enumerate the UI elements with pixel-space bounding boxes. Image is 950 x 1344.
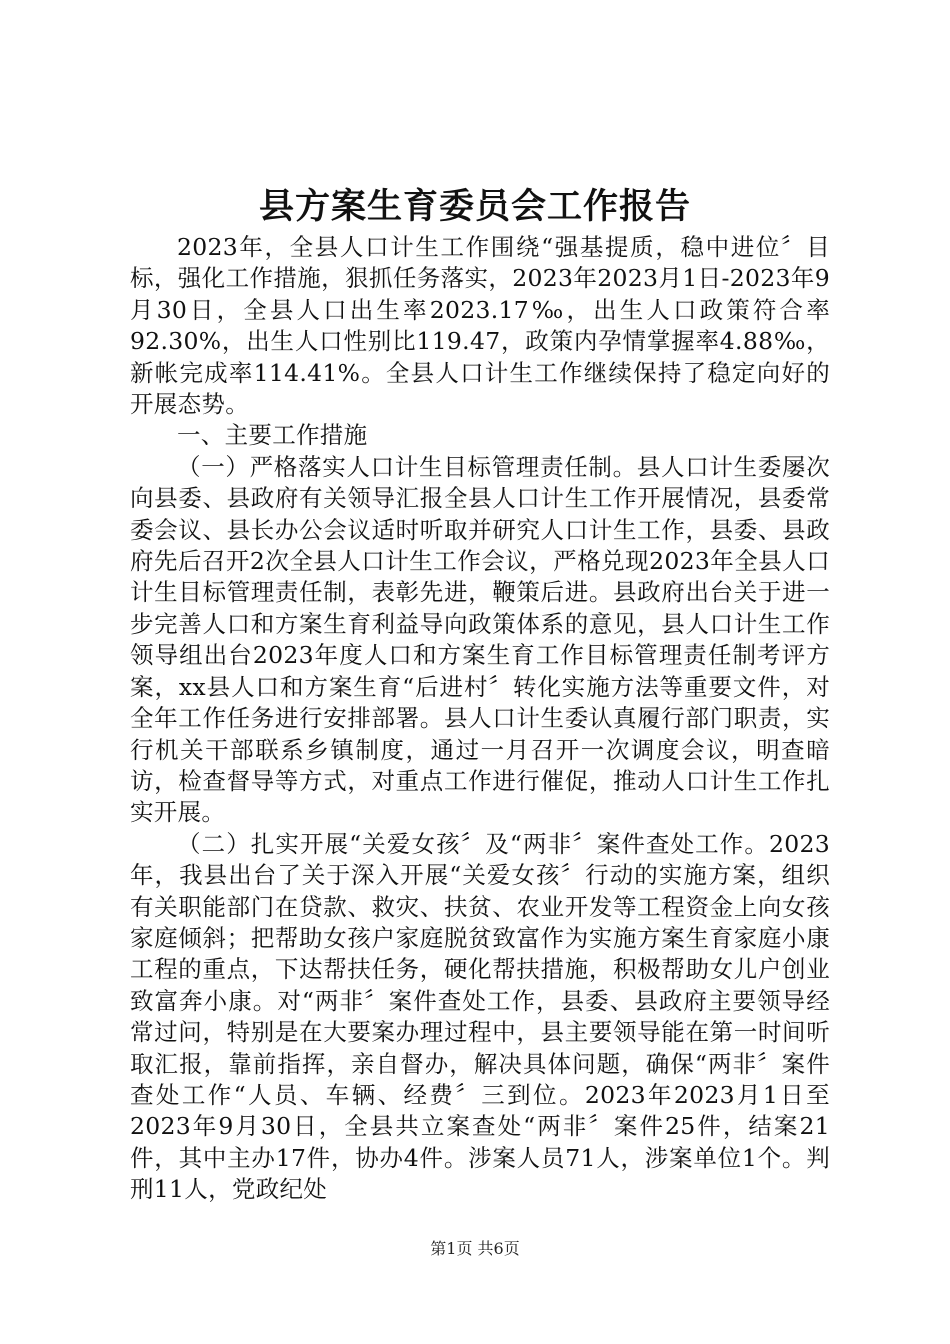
paragraph-measure-one: （一）严格落实人口计生目标管理责任制。县人口计生委屡次向县委、县政府有关领导汇报全县人口计生工作开展情况，县委常委会议、县长办公会议适时听取并研究人口计生工作，县委、县政府先后召开2次全县人口计生工作会议，严格兑现2023年全县人口计生目标管理责任制，表彰先进，鞭策后进。县政府出台关于进一步完善人口和方案生育利益导向政策体系的意见，县人口计生工作领导组出台2023年度人口和方案生育工作目标管理责任制考评方案，xx县人口和方案生育“后进村〞转化实施方法等重要文件，对全年工作任务进行安排部署。县人口计生委认真履行部门职责，实行机关干部联系乡镇制度，通过一月召开一次调度会议，明查暗访，检查督导等方式，对重点工作进行催促，推动人口计生工作扎实开展。	[130, 452, 830, 827]
page-footer: 第1页 共6页	[430, 1239, 520, 1258]
paragraph-summary: 2023年，全县人口计生工作围绕“强基提质，稳中进位〞目标，强化工作措施，狠抓任务落实，2023年2023月1日-2023年9月30日，全县人口出生率2023.17‰，出生人口政策符合率92.30%，出生人口性别比119.47，政策内孕情掌握率4.88‰，新帐完成率114.41%。全县人口计生工作继续保持了稳定向好的开展态势。	[130, 233, 830, 419]
section-heading-main-measures: 一、主要工作措施	[177, 421, 368, 450]
paragraph-measure-two: （二）扎实开展“关爱女孩〞及“两非〞案件查处工作。2023年，我县出台了关于深入开展“关爱女孩〞行动的实施方案，组织有关职能部门在贷款、救灾、扶贫、农业开发等工程资金上向女孩家庭倾斜；把帮助女孩户家庭脱贫致富作为实施方案生育家庭小康工程的重点，下达帮扶任务，硬化帮扶措施，积极帮助女儿户创业致富奔小康。对“两非〞案件查处工作，县委、县政府主要领导经常过问，特别是在大要案办理过程中，县主要领导能在第一时间听取汇报，靠前指挥，亲自督办，解决具体问题，确保“两非〞案件查处工作“人员、车辆、经费〞三到位。2023年2023月1日至2023年9月30日，全县共立案查处“两非〞案件25件，结案21件，其中主办17件，协办4件。涉案人员71人，涉案单位1个。判刑11人，党政纪处	[130, 829, 830, 1204]
document-title: 县方案生育委员会工作报告	[258, 186, 691, 227]
document-body	[130, 232, 830, 1206]
